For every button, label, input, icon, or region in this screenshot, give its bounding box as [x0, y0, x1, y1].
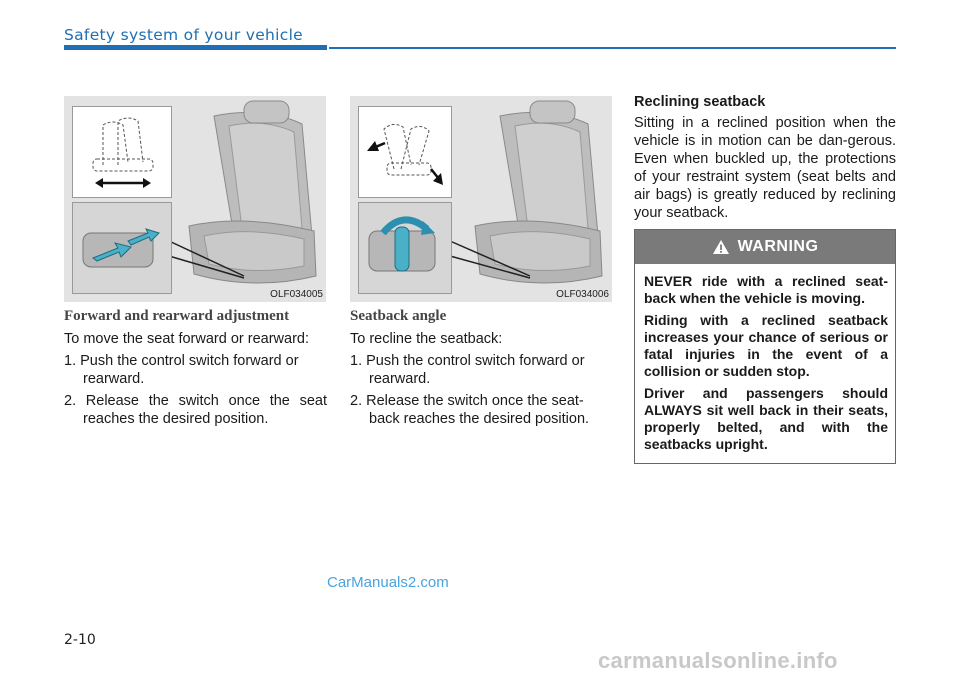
section-heading: Forward and rearward adjustment: [64, 308, 290, 324]
seat-slide-icon: [73, 107, 171, 197]
footer-watermark: carmanualsonline.info: [598, 648, 838, 673]
reclining-seatback-section: [634, 94, 896, 222]
watermark-link[interactable]: CarManuals2.com: [327, 574, 449, 591]
warning-paragraph: NEVER ride with a reclined seat-back when the vehicle is moving.: [644, 273, 888, 306]
seat-recline-icon: [359, 107, 451, 197]
list-item: 2. Release the switch once the seat-back reaches the desired position.: [350, 393, 590, 427]
warning-header: [635, 230, 895, 264]
list-item: 2. Release the switch once the seat reaches the desired position.: [64, 393, 327, 427]
list-item: 1. Push the control switch forward or rearward.: [64, 353, 299, 387]
warning-paragraph: Riding with a reclined seatback increases your chance of serious or fatal injuries in the event of a collision or sudden stop.: [644, 312, 888, 379]
warning-box: [634, 229, 896, 464]
header-rule-thick: [64, 45, 327, 50]
seat-recline-icon-inset: [358, 106, 452, 198]
figure-code: OLF034005: [270, 289, 323, 300]
figure-code: OLF034006: [556, 289, 609, 300]
seat-slide-icon-inset: [72, 106, 172, 198]
seat-slide-figure: [64, 96, 326, 302]
control-switch-illustration: [359, 203, 451, 293]
slide-switch-inset: [72, 202, 172, 294]
section-body: Sitting in a reclined position when the vehicle is in motion can be dan-gerous. Even when buckled up, the protections of your restraint system (seat belts and air bags) is greatly reduced by reclining your seatback.: [634, 115, 896, 221]
section-heading: Reclining seatback: [634, 94, 766, 110]
header-rule-thin: [329, 47, 896, 49]
warning-triangle-icon: [712, 239, 730, 255]
section-heading: Seatback angle: [350, 308, 447, 324]
section-intro: To recline the seatback:: [350, 331, 503, 347]
page-number: 2-10: [64, 632, 96, 648]
section-title: Safety system of your vehicle: [64, 26, 304, 44]
control-switch-illustration: [73, 203, 171, 293]
warning-body: [644, 273, 888, 458]
seat-recline-figure: [350, 96, 612, 302]
warning-title: WARNING: [737, 238, 819, 255]
seatback-angle-section: [350, 308, 613, 428]
list-item: 1. Push the control switch forward or rearward.: [350, 353, 585, 387]
warning-paragraph: Driver and passengers should ALWAYS sit well back in their seats, properly belted, and with the seatbacks upright.: [644, 385, 888, 452]
forward-rearward-section: [64, 308, 327, 428]
section-intro: To move the seat forward or rearward:: [64, 331, 309, 347]
recline-switch-inset: [358, 202, 452, 294]
